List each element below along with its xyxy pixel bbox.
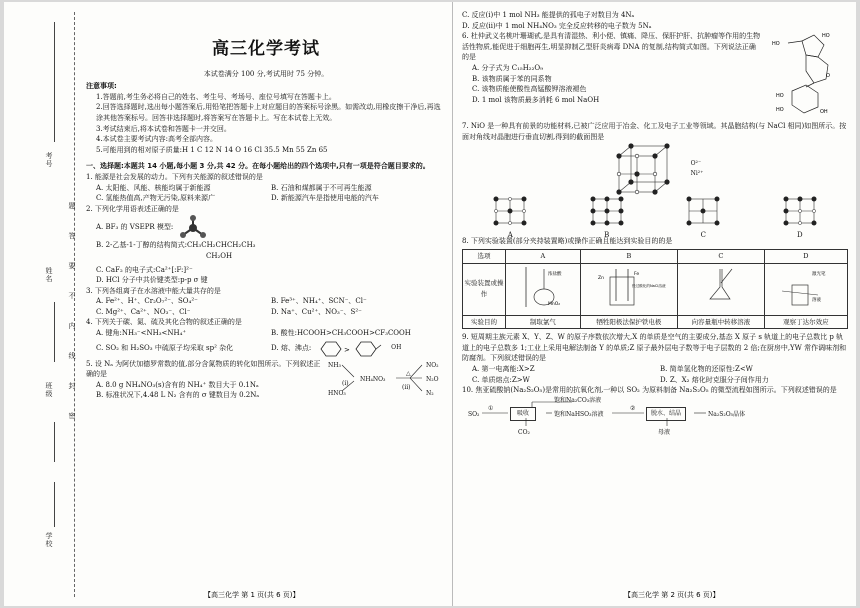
seal-text: 线 (68, 352, 76, 360)
q8-purpose-label: 实验目的 (463, 315, 506, 329)
q3-option-d: D. Na⁺、Cu²⁺、NO₃⁻、S²⁻ (271, 307, 362, 316)
notice-item: 1.答题前,考生务必将自己的姓名、考生号、考场号、座位号填写在答题卡上。 (96, 92, 336, 101)
q2-option-b-branch: CH₂OH (206, 251, 233, 260)
flow-mid-solution: 饱和NaHSO₃溶液 (554, 410, 604, 418)
school-line (54, 482, 55, 527)
q8-purpose-d: 观察丁达尔效应 (764, 315, 847, 329)
q2-option-a: A. BF₃ 的 VSEPR 模型: (96, 223, 174, 232)
phenol-structures-image (311, 339, 391, 359)
q9-option-a: A. 第一电离能:X>Z (472, 364, 535, 373)
exam-subtitle: 本试卷满分 100 分,考试用时 75 分钟。 (203, 69, 329, 78)
q7-option-a-image (493, 196, 527, 226)
question-10: 10. 焦亚硫酸钠(Na₂S₂O₅)是常用的抗氧化剂,一种以 SO₂ 为原料制备 Na₂S₂O₅ 的微型流程如图所示。下列叙述错误的是 (462, 386, 837, 395)
svg-text:O: O (826, 73, 830, 80)
scheme-nh3: NH₃ (328, 361, 341, 369)
question-6: 6. 杜仲武义名桃叶珊瑚甙,是具有清湿热、利小便、镇痛、降压、保肝护肝、抗肿瘤等作用的生物活性物质,能促进于细胞再生,明显抑制乙型肝炎病毒 DNA 的复制,结构简式如图。下列说法正确的是 (462, 32, 761, 62)
q8-purpose-a: 制取氯气 (506, 315, 581, 329)
flow-so2: SO₂ (468, 410, 480, 418)
nitrogen-scheme (326, 359, 446, 399)
q9-option-b: B. 简单氢化物的还原性:Z<W (660, 364, 753, 373)
question-3: 3. 下列各组离子在水溶液中能大量共存的是 (86, 286, 221, 295)
q1-option-b: B. 石油和煤都属于不可再生能源 (271, 183, 372, 192)
exam-sheet (4, 2, 856, 606)
right-column (462, 10, 848, 440)
svg-text:HO: HO (776, 93, 784, 100)
apparatus-d-label-laser: 激光笔 (811, 272, 826, 278)
q4-option-d-oh: OH (391, 344, 402, 352)
seal-text: 封 (68, 382, 76, 390)
flow-top-reagent: 饱和Na₂CO₃溶液 (554, 396, 602, 404)
notice-heading: 注意事项: (86, 82, 117, 91)
scheme-no2: NO₂ (426, 361, 439, 369)
q5-option-b: B. 标准状况下,4.48 L N₂ 含有的 σ 键数目为 0.2Nₐ (96, 391, 260, 400)
q7-option-b: B (604, 230, 610, 239)
flow-product: Na₂S₂O₅晶体 (708, 410, 746, 418)
q4-option-c: C. SO₂ 和 H₂SO₃ 中硫原子均采取 sp² 杂化 (96, 344, 234, 353)
scheme-hno3: HNO₃ (328, 389, 346, 397)
left-column (86, 10, 446, 401)
chlorine-apparatus-image (518, 265, 568, 309)
flow-arrows (462, 396, 762, 440)
q5-option-d: D. 反应(ⅱ)中 1 mol NH₄NO₃ 完全反应转移的电子数为 5Nₐ (462, 21, 652, 30)
question-8: 8. 下列实验装置(部分夹持装置略)或操作正确且能达到实验目的的是 (462, 237, 673, 246)
name-line (54, 302, 55, 362)
q1-option-d: D. 新能源汽车是指使用电能的汽车 (271, 194, 379, 203)
q7-option-d: D (796, 230, 803, 239)
q2-option-b: B. 2-乙基-1-丁醇的结构简式:CH₃CH₂CHCH₂CH₃ (96, 241, 256, 250)
q3-option-a: A. Fe²⁺、H⁺、Cr₂O₇²⁻、SO₄²⁻ (96, 297, 198, 306)
flow-step-2: ② (630, 404, 636, 412)
q8-table (462, 249, 848, 329)
q6-option-b: B. 该物质属于苯的同系物 (472, 74, 552, 83)
bf3-model-image (173, 214, 213, 240)
aucubin-structure-image (762, 31, 848, 121)
q8-apparatus-d (764, 263, 847, 315)
q8-apparatus-b (580, 263, 677, 315)
scheme-n2o: N₂O (426, 375, 439, 383)
q4-option-b: B. 酸性:HCOOH>CH₃COOH>CF₃COOH (271, 329, 411, 338)
scheme-arrows (326, 359, 446, 399)
q1-option-c: C. 氢能热值高,产物无污染,原料来源广 (96, 194, 216, 203)
q3-option-c: C. Mg²⁺、Ca²⁺、NO₃⁻、Cl⁻ (96, 307, 191, 316)
question-9: 9. 短周期主族元素 X、Y、Z、W 的原子序数依次增大,X 的单质是空气的主要成分,基态 X 原子 s 轨道上的电子总数比 p 轨道上的电子总数多 1;工业上采用电解法制备 Y 的单质;Z 原子最外层电子数等于电子层数的 2 倍;在厨房中,YW 常作调味剂和防腐剂。下列叙述错误的是 (462, 333, 847, 363)
nio-cell-figure (462, 142, 848, 196)
flow-cryst-box: 脱水、结晶 (646, 407, 686, 422)
exam-no-label: 考号 (45, 152, 53, 168)
scheme-nh4no3: NH₄NO₃ (360, 375, 386, 383)
q8-head: 选项 (463, 249, 506, 263)
q4-option-a: A. 键角:NH₃⁻<NH₃<NH₄⁺ (96, 329, 187, 338)
section-heading: 一、选择题:本题共 14 小题,每小题 3 分,共 42 分。在每小题给出的四个选项中,只有一项是符合题目要求的。 (86, 162, 430, 171)
flow-step-1: ① (488, 404, 494, 412)
q8-head: B (580, 249, 677, 263)
q6-option-a: A. 分子式为 C₁₅H₂₂O₉ (472, 63, 543, 72)
q2-option-d: D. HCl 分子中共价键类型:p-p σ 键 (96, 276, 208, 285)
q6-option-d: D. 1 mol 该物质最多消耗 6 mol NaOH (472, 95, 600, 104)
q8-purpose-c: 向容量瓶中转移溶液 (678, 315, 765, 329)
svg-text:HO: HO (822, 33, 830, 40)
q8-apparatus-c (678, 263, 765, 315)
nio-unit-cell-image (607, 142, 687, 196)
page-footer: 【高三化学 第 1 页(共 6 页)】 (204, 591, 300, 599)
school-label: 学校 (45, 532, 53, 548)
q3-option-b: B. Fe³⁺、NH₄⁺、SCN⁻、Cl⁻ (271, 297, 367, 306)
question-5: 5. 设 Nₐ 为阿伏加德罗常数的值,部分含氮物质的转化如图所示。下列叙述正确的是 (86, 359, 321, 379)
cut-line (74, 12, 75, 597)
q7-options (462, 196, 848, 239)
q9-option-d: D. Z、X₂ 熔化时克服分子间作用力 (660, 375, 769, 384)
page-fold (452, 2, 453, 606)
apparatus-a-label-2: MnO₂ (547, 302, 560, 308)
seal-text: 要 (68, 262, 76, 270)
volumetric-flask-image (696, 265, 746, 309)
apparatus-b-label-zn: Zn (597, 276, 604, 282)
q6-option-c: C. 该物质能使酸性高锰酸钾溶液褪色 (472, 85, 587, 94)
q4-option-d: D. 熔、沸点: (271, 344, 312, 353)
q7-option-d-image (783, 196, 817, 226)
notice-item: 3.考试结束后,将本试卷和答题卡一并交回。 (96, 124, 231, 133)
tyndall-apparatus-image (778, 265, 834, 309)
question-1: 1. 能源是社会发展的动力。下列有关能源的叙述错误的是 (86, 172, 263, 181)
q8-head: C (678, 249, 765, 263)
legend-o2: O²⁻ (690, 159, 702, 167)
class-line (54, 422, 55, 462)
q8-purpose-b: 牺牲阳极法保护铁电极 (580, 315, 677, 329)
q7-option-a: A (507, 230, 513, 239)
q7-option-c: C (700, 230, 706, 239)
q5-option-a: A. 8.0 g NH₄NO₃(s)含有的 NH₄⁺ 数目大于 0.1Nₐ (96, 380, 259, 389)
svg-text:>: > (344, 345, 351, 354)
q2-option-c: C. CaF₂ 的电子式:Ca²⁺[:F:]²⁻ (96, 265, 193, 274)
q8-head: A (506, 249, 581, 263)
electrode-apparatus-image (596, 265, 666, 309)
class-label: 班级 (45, 382, 53, 398)
binding-strip (4, 2, 82, 606)
name-label: 姓名 (45, 267, 53, 283)
notice-item: 5.可能用到的相对原子质量:H 1 C 12 N 14 O 16 Cl 35.5 Mn 55 Zn 65 (96, 145, 328, 154)
page-footer: 【高三化学 第 2 页(共 6 页)】 (624, 591, 720, 599)
apparatus-a-label-1: 浓盐酸 (547, 272, 562, 278)
flow-mother-liquor: 母液 (658, 428, 671, 436)
q7-option-b-image (590, 196, 624, 226)
notice-item: 2.回答选择题时,选出每小题答案后,用铅笔把答题卡上对应题目的答案标号涂黑。如需改动,用橡皮擦干净后,再选涂其他答案标号。回答非选择题时,将答案写在答题卡上。写在本试卷上无效。 (96, 103, 441, 122)
question-4: 4. 下列关于碳、氮、硫及其化合物的叙述正确的是 (86, 318, 242, 327)
svg-text:HO: HO (772, 41, 780, 48)
scheme-n2: N₂ (426, 389, 434, 397)
scheme-heat: △ (406, 369, 411, 377)
exam-no-line (54, 22, 55, 142)
q8-head: D (764, 249, 847, 263)
q8-row-label: 实验装置或操作 (463, 263, 506, 315)
seal-text: 不 (68, 292, 76, 300)
flow-co2: CO₂ (518, 428, 530, 436)
apparatus-d-label-solution: 溶液 (811, 298, 821, 304)
q1-option-a: A. 太阳能、风能、核能均属于新能源 (96, 183, 211, 192)
svg-text:OH: OH (820, 109, 828, 116)
q8-apparatus-a (506, 263, 581, 315)
notice-item: 4.本试卷主要考试内容:高考全部内容。 (96, 135, 218, 144)
apparatus-b-label-fe: Fe (633, 272, 639, 278)
flow-diagram (462, 396, 848, 440)
svg-text:HO: HO (776, 107, 784, 114)
seal-text: 密 (68, 412, 76, 420)
flow-absorb-box: 吸收 (510, 407, 536, 422)
seal-text: 题 (68, 202, 76, 210)
scheme-label-i: (ⅰ) (342, 379, 349, 387)
scheme-label-ii: (ⅱ) (402, 383, 411, 391)
question-7: 7. NiO 是一种具有前景的功能材料,已被广泛应用于冶金、化工及电子工业等领域。其晶胞结构(与 NaCl 相同)如图所示。按面对角线对晶胞进行垂直切割,得到的截面图是 (462, 122, 847, 141)
seal-text: 答 (68, 232, 76, 240)
q7-option-c-image (686, 196, 720, 226)
exam-title: 高三化学考试 (212, 39, 320, 59)
q9-option-c: C. 单质熔点:Z>W (472, 375, 530, 384)
q5-option-c: C. 反应(ⅰ)中 1 mol NH₃ 能提供的孤电子对数目为 4Nₐ (462, 11, 635, 19)
apparatus-b-label-solution: 经过酸化的NaCl溶液 (631, 284, 666, 289)
legend-ni2: Ni²⁺ (690, 170, 704, 178)
question-2: 2. 下列化学用语表述正确的是 (86, 204, 179, 213)
seal-text: 内 (68, 322, 76, 330)
